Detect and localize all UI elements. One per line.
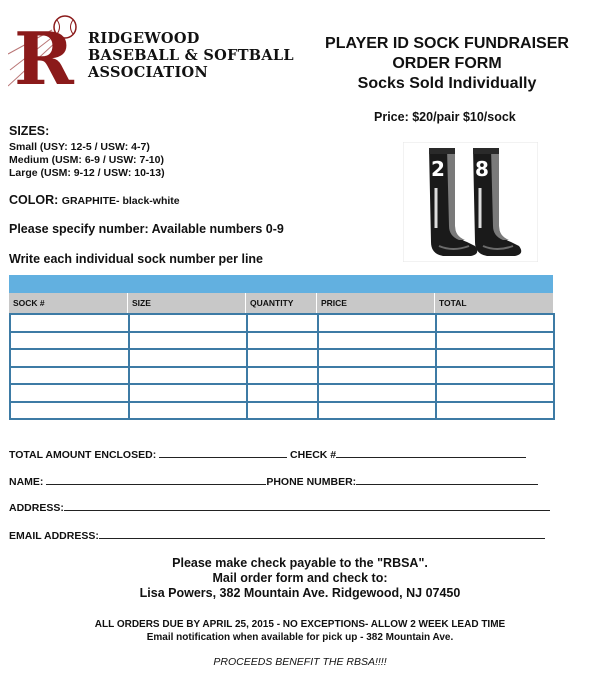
table-row	[10, 367, 554, 385]
table-cell[interactable]	[436, 314, 554, 332]
email-field-row	[9, 528, 545, 542]
footer-due: ALL ORDERS DUE BY APRIL 25, 2015 - NO EXCEPTIONS- ALLOW 2 WEEK LEAD TIME	[94, 619, 506, 630]
address-input[interactable]	[64, 500, 550, 511]
sock-number-right: 8	[475, 157, 489, 181]
name-field-row	[9, 474, 538, 488]
name-label: NAME:	[9, 476, 44, 488]
price-text: Price: $20/pair $10/sock	[374, 110, 516, 124]
table-cell[interactable]	[318, 384, 436, 402]
org-name-line-2: BASEBALL & SOFTBALL	[88, 47, 294, 64]
check-label: CHECK #	[290, 449, 337, 461]
color-line	[9, 193, 180, 207]
color-value: GRAPHITE- black-white	[61, 195, 180, 207]
title-line-3: Socks Sold Individually	[357, 75, 537, 92]
email-label: EMAIL ADDRESS:	[9, 530, 99, 542]
order-grid	[9, 313, 555, 420]
table-cell[interactable]	[247, 384, 318, 402]
footer-address: Lisa Powers, 382 Mountain Ave. Ridgewood, NJ 07450	[139, 586, 461, 600]
table-cell[interactable]	[247, 332, 318, 350]
table-row	[10, 349, 554, 367]
total-amount-label: TOTAL AMOUNT ENCLOSED:	[9, 449, 157, 461]
email-input[interactable]	[99, 528, 545, 539]
table-cell[interactable]	[10, 349, 129, 367]
address-label: ADDRESS:	[9, 502, 64, 514]
footer-payable: Please make check payable to the "RBSA".	[172, 556, 428, 570]
col-price: PRICE	[317, 293, 435, 313]
table-cell[interactable]	[318, 332, 436, 350]
table-row	[10, 402, 554, 420]
table-cell[interactable]	[10, 402, 129, 420]
table-cell[interactable]	[436, 332, 554, 350]
table-cell[interactable]	[436, 402, 554, 420]
table-cell[interactable]	[247, 349, 318, 367]
logo-graphic	[8, 14, 80, 90]
table-cell[interactable]	[247, 402, 318, 420]
footer-notify: Email notification when available for pick up - 382 Mountain Ave.	[146, 632, 454, 643]
table-cell[interactable]	[247, 314, 318, 332]
table-cell[interactable]	[129, 384, 247, 402]
form-title	[302, 34, 592, 94]
table-cell[interactable]	[436, 384, 554, 402]
org-logo	[8, 14, 80, 90]
org-name-line-3: ASSOCIATION	[88, 64, 209, 81]
table-cell[interactable]	[10, 367, 129, 385]
sizes-heading: SIZES:	[9, 124, 50, 138]
table-row	[10, 384, 554, 402]
total-amount-input[interactable]	[159, 447, 287, 458]
check-number-input[interactable]	[336, 447, 526, 458]
table-cell[interactable]	[129, 332, 247, 350]
col-quantity: QUANTITY	[246, 293, 317, 313]
size-small: Small (USY: 12-5 / USW: 4-7)	[9, 141, 150, 153]
table-cell[interactable]	[436, 349, 554, 367]
specify-number-text: Please specify number: Available numbers 0-9	[9, 222, 284, 236]
org-name-line-1: RIDGEWOOD	[88, 30, 200, 47]
size-medium: Medium (USM: 6-9 / USW: 7-10)	[9, 154, 164, 166]
table-cell[interactable]	[318, 349, 436, 367]
table-cell[interactable]	[318, 367, 436, 385]
address-field-row	[9, 500, 550, 514]
logo-letter: R	[14, 16, 74, 90]
order-table	[9, 275, 553, 420]
table-cell[interactable]	[129, 349, 247, 367]
table-cell[interactable]	[247, 367, 318, 385]
col-size: SIZE	[128, 293, 246, 313]
table-top-bar	[9, 275, 553, 293]
name-input[interactable]	[46, 474, 266, 485]
title-line-2: ORDER FORM	[392, 55, 502, 72]
org-name	[88, 30, 294, 81]
table-row	[10, 314, 554, 332]
table-cell[interactable]	[129, 314, 247, 332]
table-cell[interactable]	[10, 384, 129, 402]
table-cell[interactable]	[10, 332, 129, 350]
color-label: COLOR:	[9, 193, 62, 207]
socks-graphic	[403, 142, 538, 262]
phone-label: PHONE NUMBER:	[266, 476, 357, 488]
title-line-1: PLAYER ID SOCK FUNDRAISER	[325, 35, 569, 52]
table-cell[interactable]	[129, 402, 247, 420]
table-cell[interactable]	[318, 402, 436, 420]
col-total: TOTAL	[439, 298, 467, 308]
table-row	[10, 332, 554, 350]
write-instruction: Write each individual sock number per line	[9, 252, 264, 266]
table-cell[interactable]	[10, 314, 129, 332]
footer-mail: Mail order form and check to:	[212, 571, 388, 585]
socks-image	[403, 142, 538, 262]
total-field-row	[9, 447, 526, 461]
phone-input[interactable]	[356, 474, 538, 485]
table-cell[interactable]	[436, 367, 554, 385]
size-large: Large (USM: 9-12 / USW: 10-13)	[9, 167, 165, 179]
table-cell[interactable]	[318, 314, 436, 332]
footer-proceeds: PROCEEDS BENEFIT THE RBSA!!!!	[213, 656, 387, 668]
col-sock-number: SOCK #	[9, 293, 128, 313]
table-cell[interactable]	[129, 367, 247, 385]
table-header-row	[9, 293, 553, 313]
sock-number-left: 2	[431, 157, 445, 181]
